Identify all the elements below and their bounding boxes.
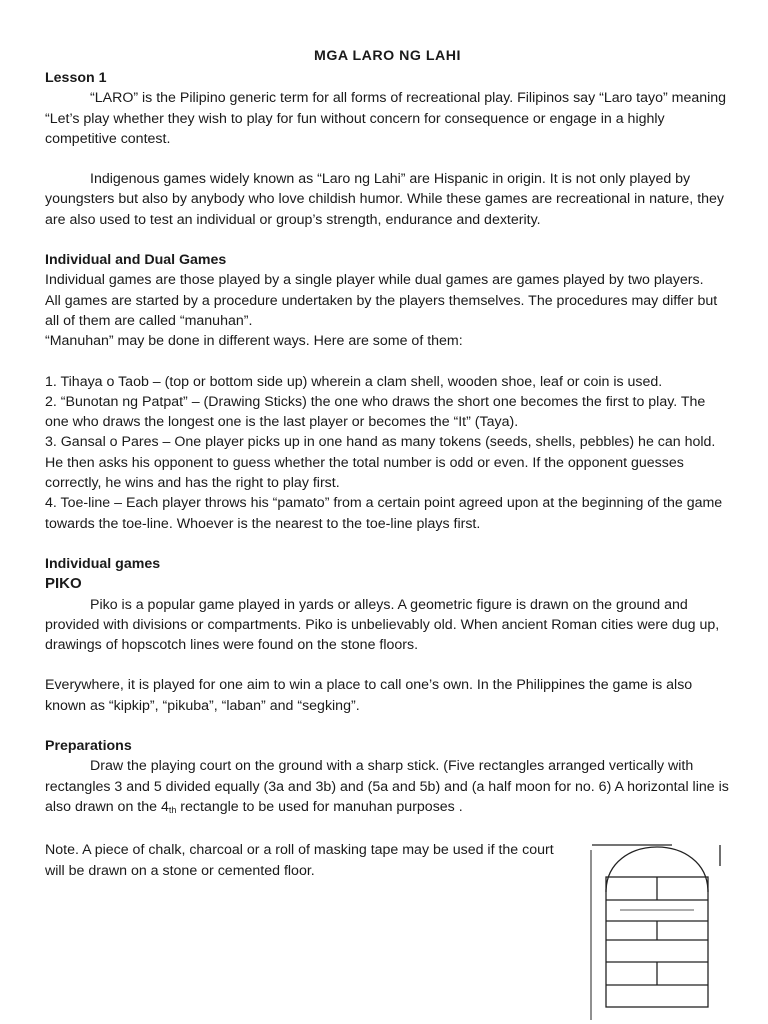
preparations-paragraph: Draw the playing court on the ground with a sharp stick. (Five rectangles arranged vertically with rectangles 3 and 5 divided equally (3a and 3b) and (5a and 5b) and (a half moon for no. 6) A horizontal line is also drawn on the $4_{th}$ rectangle to be used for manuhan purposes .: [45, 758, 729, 815]
document-page: [45, 46, 730, 881]
section-heading-individual-games: Individual games: [45, 555, 161, 572]
game-title-piko: PIKO: [45, 575, 82, 593]
manuhan-method-list: [45, 372, 730, 534]
page-title: MGA LARO NG LAHI: [314, 48, 461, 64]
intro-paragraph: Indigenous games widely known as “Laro ng Lahi” are Hispanic in origin. It is not only played by youngsters but also by anybody who love childish humor. While these games are recreational in nature, they are also used to test an individual or group’s strength, endurance and dexterity.: [45, 171, 725, 228]
body-paragraph: “Manuhan” may be done in different ways. Here are some of them:: [45, 333, 463, 350]
body-paragraph: Everywhere, it is played for one aim to win a place to call one’s own. In the Philippines the game is also known as “kipkip”, “pikuba”, “laban” and “segking”.: [45, 677, 693, 714]
note-paragraph: Note. A piece of chalk, charcoal or a roll of masking tape may be used if the court will be drawn on a stone or cemented floor.: [45, 842, 554, 879]
body-paragraph: Individual games are those played by a single player while dual games are games played by two players.: [45, 272, 704, 289]
body-paragraph: All games are started by a procedure undertaken by the players themselves. The procedures may differ but all of them are called “manuhan”.: [45, 292, 718, 329]
body-paragraph: Piko is a popular game played in yards or alleys. A geometric figure is drawn on the ground and provided with divisions or compartments. Piko is unbelievably old. When ancient Roman cities were dug up, drawings of hopscotch lines were found on the stone floors.: [45, 596, 720, 654]
court-outline: [606, 877, 708, 1007]
list-item: 3. Gansal o Pares – One player picks up in one hand as many tokens (seeds, shells, pebbles) he can hold. He then asks his opponent to guess whether the total number is odd or even. If the opponent guesses correctly, he wins and has the right to play first.: [45, 434, 716, 492]
list-item: 4. Toe-line – Each player throws his “pamato” from a certain point agreed upon at the beginning of the game towards the toe-line. Whoever is the nearest to the toe-line plays first.: [45, 495, 723, 532]
list-item: 2. “Bunotan ng Patpat” – (Drawing Sticks) the one who draws the short one becomes the first to play. The one who draws the longest one is the last player or becomes the “It” (Taya).: [45, 393, 706, 431]
list-item: 1. Tihaya o Taob – (top or bottom side up) wherein a clam shell, wooden shoe, leaf or coin is used.: [45, 373, 663, 390]
lesson-heading: Lesson 1: [45, 70, 107, 86]
section-heading-individual-dual: Individual and Dual Games: [45, 252, 227, 269]
intro-paragraph: “LARO” is the Pilipino generic term for all forms of recreational play. Filipinos say “Laro tayo” meaning “Let’s play whether they wish to play for fun without concern for consequence or engage in a highly competitive contest.: [45, 90, 727, 147]
section-heading-preparations: Preparations: [45, 738, 132, 755]
